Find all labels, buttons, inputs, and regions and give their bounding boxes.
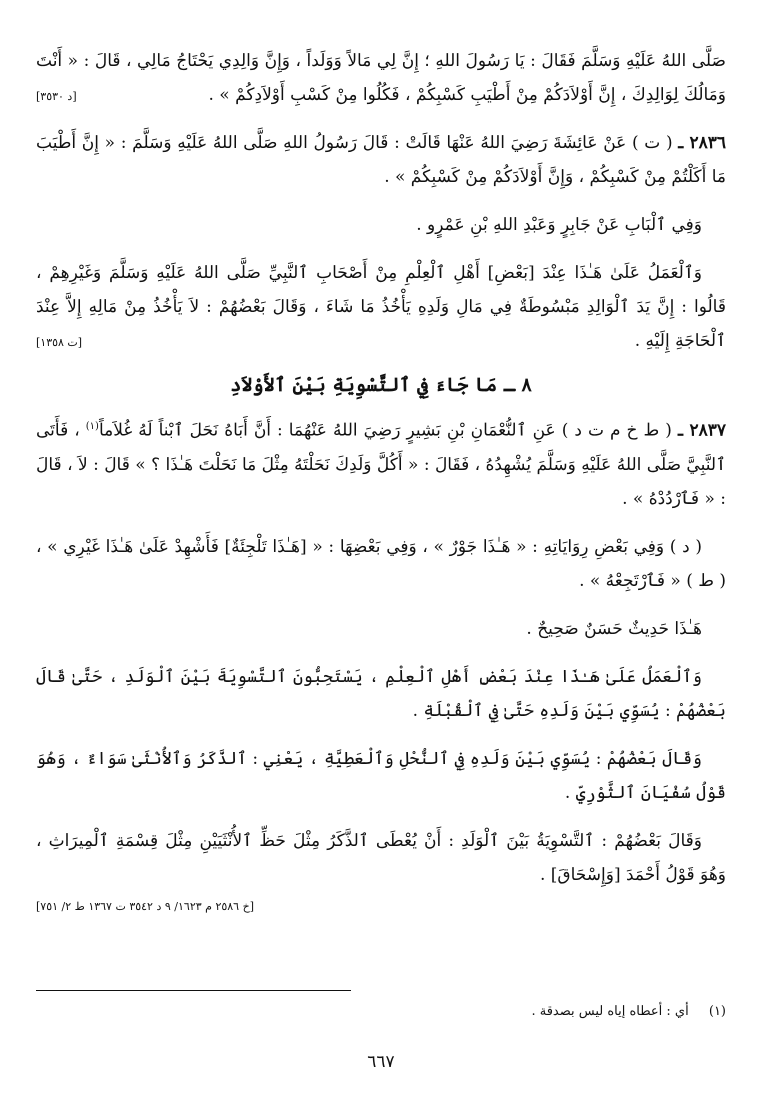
footnote-marker: (١) — [85, 421, 99, 432]
paragraph-text-cont: ، فَأَتَى ٱلنَّبِيَّ صَلَّى اللهُ عَلَيْهِ وَسَلَّمَ يُشْهِدُهُ ، فَقَالَ : « أَكُلَّ وَلَدِكَ نَحَلْتَهُ مِثْلَ مَا نَحَلْتَ هَـٰذَا ؟ » قَالَ : لاَ ، قَالَ : « فَٱرْدُدْهُ » . — [36, 420, 726, 509]
paragraph — [36, 44, 726, 112]
paragraph-text: وَقَالَ بَعْضُهُمْ : يُسَوِّي بَيْنَ وَلَدِهِ فِي ٱلنُّحْلِ وَٱلْعَطِيَّةِ ، يَعْنِي : ٱلذَّكَرُ وَٱلأُنْثَىٰ سَوَاءٌ ، وَهُوَ قَوْلُ سُفْيَانَ ٱلثَّوْرِيِّ . — [36, 748, 726, 803]
source-reference: [خ ٢٥٨٦ م ١٦٢٣/ ٩ د ٣٥٤٢ ت ١٣٦٧ ط ٢/ ٧٥١] — [36, 899, 254, 913]
paragraph-text: ( ت ) عَنْ عَائِشَةَ رَضِيَ اللهُ عَنْهَا قَالَتْ : قَالَ رَسُولُ اللهِ صَلَّى اللهُ عَلَيْهِ وَسَلَّمَ : « إِنَّ أَطْيَبَ مَا أَكَلْتُمْ مِنْ كَسْبِكُمْ ، وَإِنَّ أَوْلاَدَكُمْ مِنْ كَسْبِكُمْ » . — [36, 133, 726, 187]
page-body — [36, 34, 726, 913]
paragraph — [36, 256, 726, 358]
chapter-heading: ٨ ـ مَا جَاءَ فِي ٱلتَّسْوِيَةِ بَيْنَ ٱلأَوْلاَدِ — [230, 374, 532, 396]
paragraph-text: هَـٰذَا حَدِيثٌ حَسَنٌ صَحِيحٌ . — [526, 618, 702, 639]
paragraph-text: ( ط خ م ت د ) عَنِ ٱلنُّعْمَانِ بْنِ بَشِيرٍ رَضِيَ اللهُ عَنْهُمَا : أَنَّ أَبَاهُ نَحَلَ ٱبْناً لَهُ غُلاَماً — [98, 420, 672, 441]
hadith-2836 — [36, 126, 726, 194]
paragraph — [36, 660, 726, 728]
paragraph-text: ( د ) وَفِي بَعْضِ رِوَايَاتِهِ : « هَـٰذَا جَوْرٌ » ، وَفِي بَعْضِهَا : « [هَـٰذَا تَلْجِئَةٌ] فَأَشْهِدْ عَلَىٰ هَـٰذَا غَيْرِي » ، ( ط ) « فَٱرْتَجِعْهُ » . — [36, 536, 726, 591]
footnote-number: (١) — [708, 1004, 726, 1019]
paragraph — [36, 824, 726, 892]
source-reference: [د ٣٥٣٠] — [36, 90, 77, 103]
footnote-text: أي : أعطاه إياه ليس بصدقة . — [531, 1004, 689, 1019]
page-number: ٦٦٧ — [367, 1052, 395, 1072]
hadith-2837 — [36, 410, 726, 516]
footnote — [36, 1004, 726, 1019]
paragraph-text: وَٱلْعَمَلُ عَلَىٰ هَـٰذَا عِنْدَ بَعْضِ أَهْلِ ٱلْعِلْمِ ، يَسْتَحِبُّونَ ٱلتَّسْوِيَةَ بَيْنَ ٱلْوَلَدِ ، حَتَّىٰ قَالَ بَعْضُهُمْ : يُسَوِّي بَيْنَ وَلَدِهِ حَتَّىٰ فِي ٱلْقُبْلَةِ . — [36, 666, 726, 721]
paragraph — [36, 742, 726, 810]
paragraph-text: وَقَالَ بَعْضُهُمْ : ٱلتَّسْوِيَةُ بَيْنَ ٱلْوَلَدِ : أَنْ يُعْطَى ٱلذَّكَرُ مِثْلَ حَظِّ ٱلأُنْثَيَيْنِ مِثْلَ قِسْمَةِ ٱلْمِيرَاثِ ، وَهُوَ قَوْلُ أَحْمَدَ [وَإِسْحَاقَ] . — [36, 830, 726, 885]
paragraph-text: وَفِي ٱلْبَابِ عَنْ جَابِرٍ وَعَبْدِ اللهِ بْنِ عَمْرٍو . — [416, 215, 702, 235]
paragraph — [36, 530, 726, 598]
paragraph-text: وَٱلْعَمَلُ عَلَىٰ هَـٰذَا عِنْدَ [بَعْضِ] أَهْلِ ٱلْعِلْمِ مِنْ أَصْحَابِ ٱلنَّبِيِّ صَلَّى اللهُ عَلَيْهِ وَسَلَّمَ وَغَيْرِهِمْ ، قَالُوا : إِنَّ يَدَ ٱلْوَالِدِ مَبْسُوطَةٌ فِي مَالِ وَلَدِهِ يَأْخُذُ مَا شَاءَ ، وَقَالَ بَعْضُهُمْ : لاَ يَأْخُذُ مِنْ مَالِهِ إِلاَّ عِنْدَ ٱلْحَاجَةِ إِلَيْهِ . — [36, 263, 726, 351]
hadith-number: ٢٨٣٦ ـ — [678, 133, 726, 153]
hadith-number: ٢٨٣٧ ـ — [677, 420, 727, 441]
footnote-divider — [36, 990, 351, 991]
paragraph-text: صَلَّى اللهُ عَلَيْهِ وَسَلَّمَ فَقَالَ : يَا رَسُولَ اللهِ ؛ إِنَّ لِي مَالاً وَوَلَداً ، وَإِنَّ وَالِدِي يَحْتَاجُ مَالِي ، قَالَ : « أَنْتَ وَمَالُكَ لِوَالِدِكَ ، إِنَّ أَوْلاَدَكُمْ مِنْ أَطْيَبِ كَسْبِكُمْ ، فَكُلُوا مِنْ كَسْبِ أَوْلاَدِكُمْ » . — [36, 51, 726, 105]
source-reference: [ت ١٣٥٨] — [36, 336, 83, 349]
paragraph — [36, 208, 726, 242]
paragraph — [36, 612, 726, 646]
